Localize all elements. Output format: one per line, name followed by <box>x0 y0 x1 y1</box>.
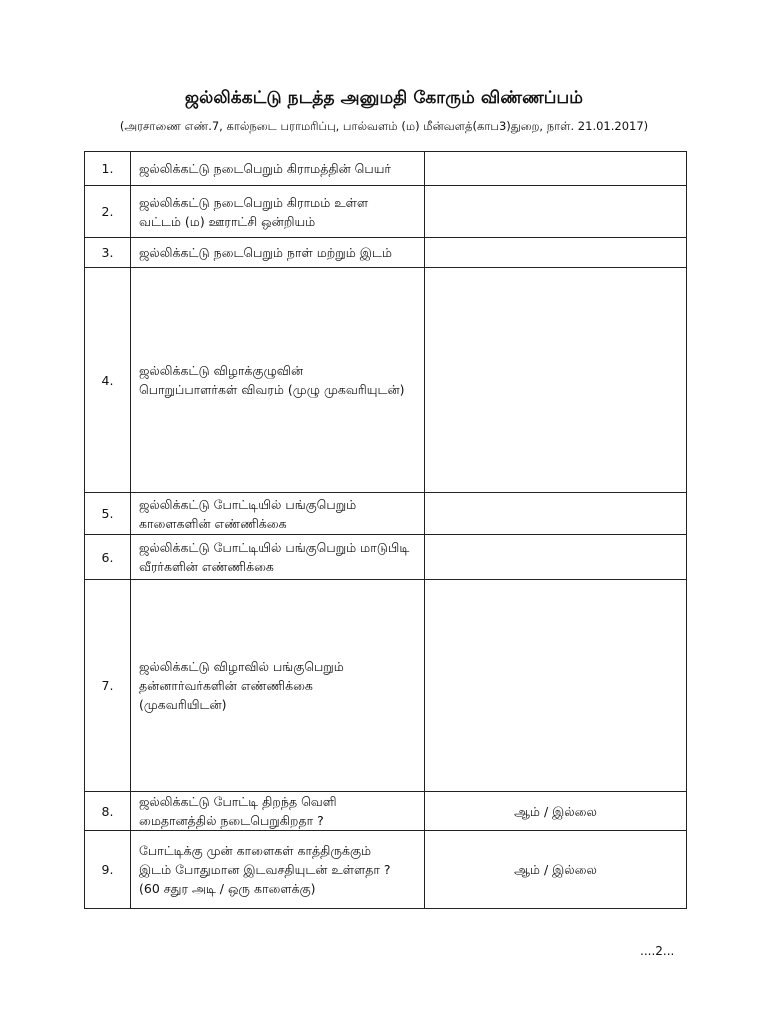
table-row <box>85 268 687 493</box>
row-label: ஜல்லிக்கட்டு நடைபெறும் கிராமத்தின் பெயர் <box>131 152 425 186</box>
row-number: 7. <box>85 580 131 792</box>
table-row <box>85 792 687 831</box>
row-number: 3. <box>85 238 131 268</box>
row-number: 6. <box>85 535 131 580</box>
answer-field[interactable] <box>425 186 687 238</box>
answer-field[interactable] <box>425 535 687 580</box>
document-subtitle: (அரசாணை எண்.7, கால்நடை பராமரிப்பு, பால்வளம் (ம) மீன்வளத்(காப3)துறை, நாள். 21.01.2017) <box>119 119 649 133</box>
answer-field[interactable]: ஆம் / இல்லை <box>425 792 687 831</box>
row-label: ஜல்லிக்கட்டு போட்டியில் பங்குபெறும் மாடுபிடி வீரர்களின் எண்ணிக்கை <box>131 535 425 580</box>
row-label: ஜல்லிக்கட்டு நடைபெறும் கிராமம் உள்ள வட்டம் (ம) ஊராட்சி ஒன்றியம் <box>131 186 425 238</box>
row-number: 1. <box>85 152 131 186</box>
answer-field[interactable] <box>425 268 687 493</box>
table-row <box>85 580 687 792</box>
answer-field[interactable]: ஆம் / இல்லை <box>425 831 687 909</box>
table-row <box>85 186 687 238</box>
row-number: 8. <box>85 792 131 831</box>
row-label: ஜல்லிக்கட்டு போட்டியில் பங்குபெறும் காளைகளின் எண்ணிக்கை <box>131 493 425 535</box>
row-label: ஜல்லிக்கட்டு போட்டி திறந்த வெளி மைதானத்தில் நடைபெறுகிறதா ? <box>131 792 425 831</box>
page-continuation-marker: ....2... <box>640 944 675 958</box>
table-row <box>85 831 687 909</box>
application-form-table <box>84 151 687 909</box>
answer-field[interactable] <box>425 580 687 792</box>
answer-field[interactable] <box>425 493 687 535</box>
table-row <box>85 238 687 268</box>
answer-field[interactable] <box>425 238 687 268</box>
row-label: ஜல்லிக்கட்டு விழாக்குழுவின் பொறுப்பாளர்கள் விவரம் (முழு முகவரியுடன்) <box>131 268 425 493</box>
table-row <box>85 535 687 580</box>
table-row <box>85 493 687 535</box>
row-number: 5. <box>85 493 131 535</box>
document-title: ஜல்லிக்கட்டு நடத்த அனுமதி கோரும் விண்ணப்பம் <box>184 88 584 108</box>
answer-field[interactable] <box>425 152 687 186</box>
table-row <box>85 152 687 186</box>
row-number: 4. <box>85 268 131 493</box>
row-label: போட்டிக்கு முன் காளைகள் காத்திருக்கும் இடம் போதுமான இடவசதியுடன் உள்ளதா ? (60 சதுர அடி / ஒரு காளைக்கு) <box>131 831 425 909</box>
row-number: 9. <box>85 831 131 909</box>
row-label: ஜல்லிக்கட்டு விழாவில் பங்குபெறும் தன்னார்வர்களின் எண்ணிக்கை (முகவரியிடன்) <box>131 580 425 792</box>
row-number: 2. <box>85 186 131 238</box>
row-label: ஜல்லிக்கட்டு நடைபெறும் நாள் மற்றும் இடம் <box>131 238 425 268</box>
